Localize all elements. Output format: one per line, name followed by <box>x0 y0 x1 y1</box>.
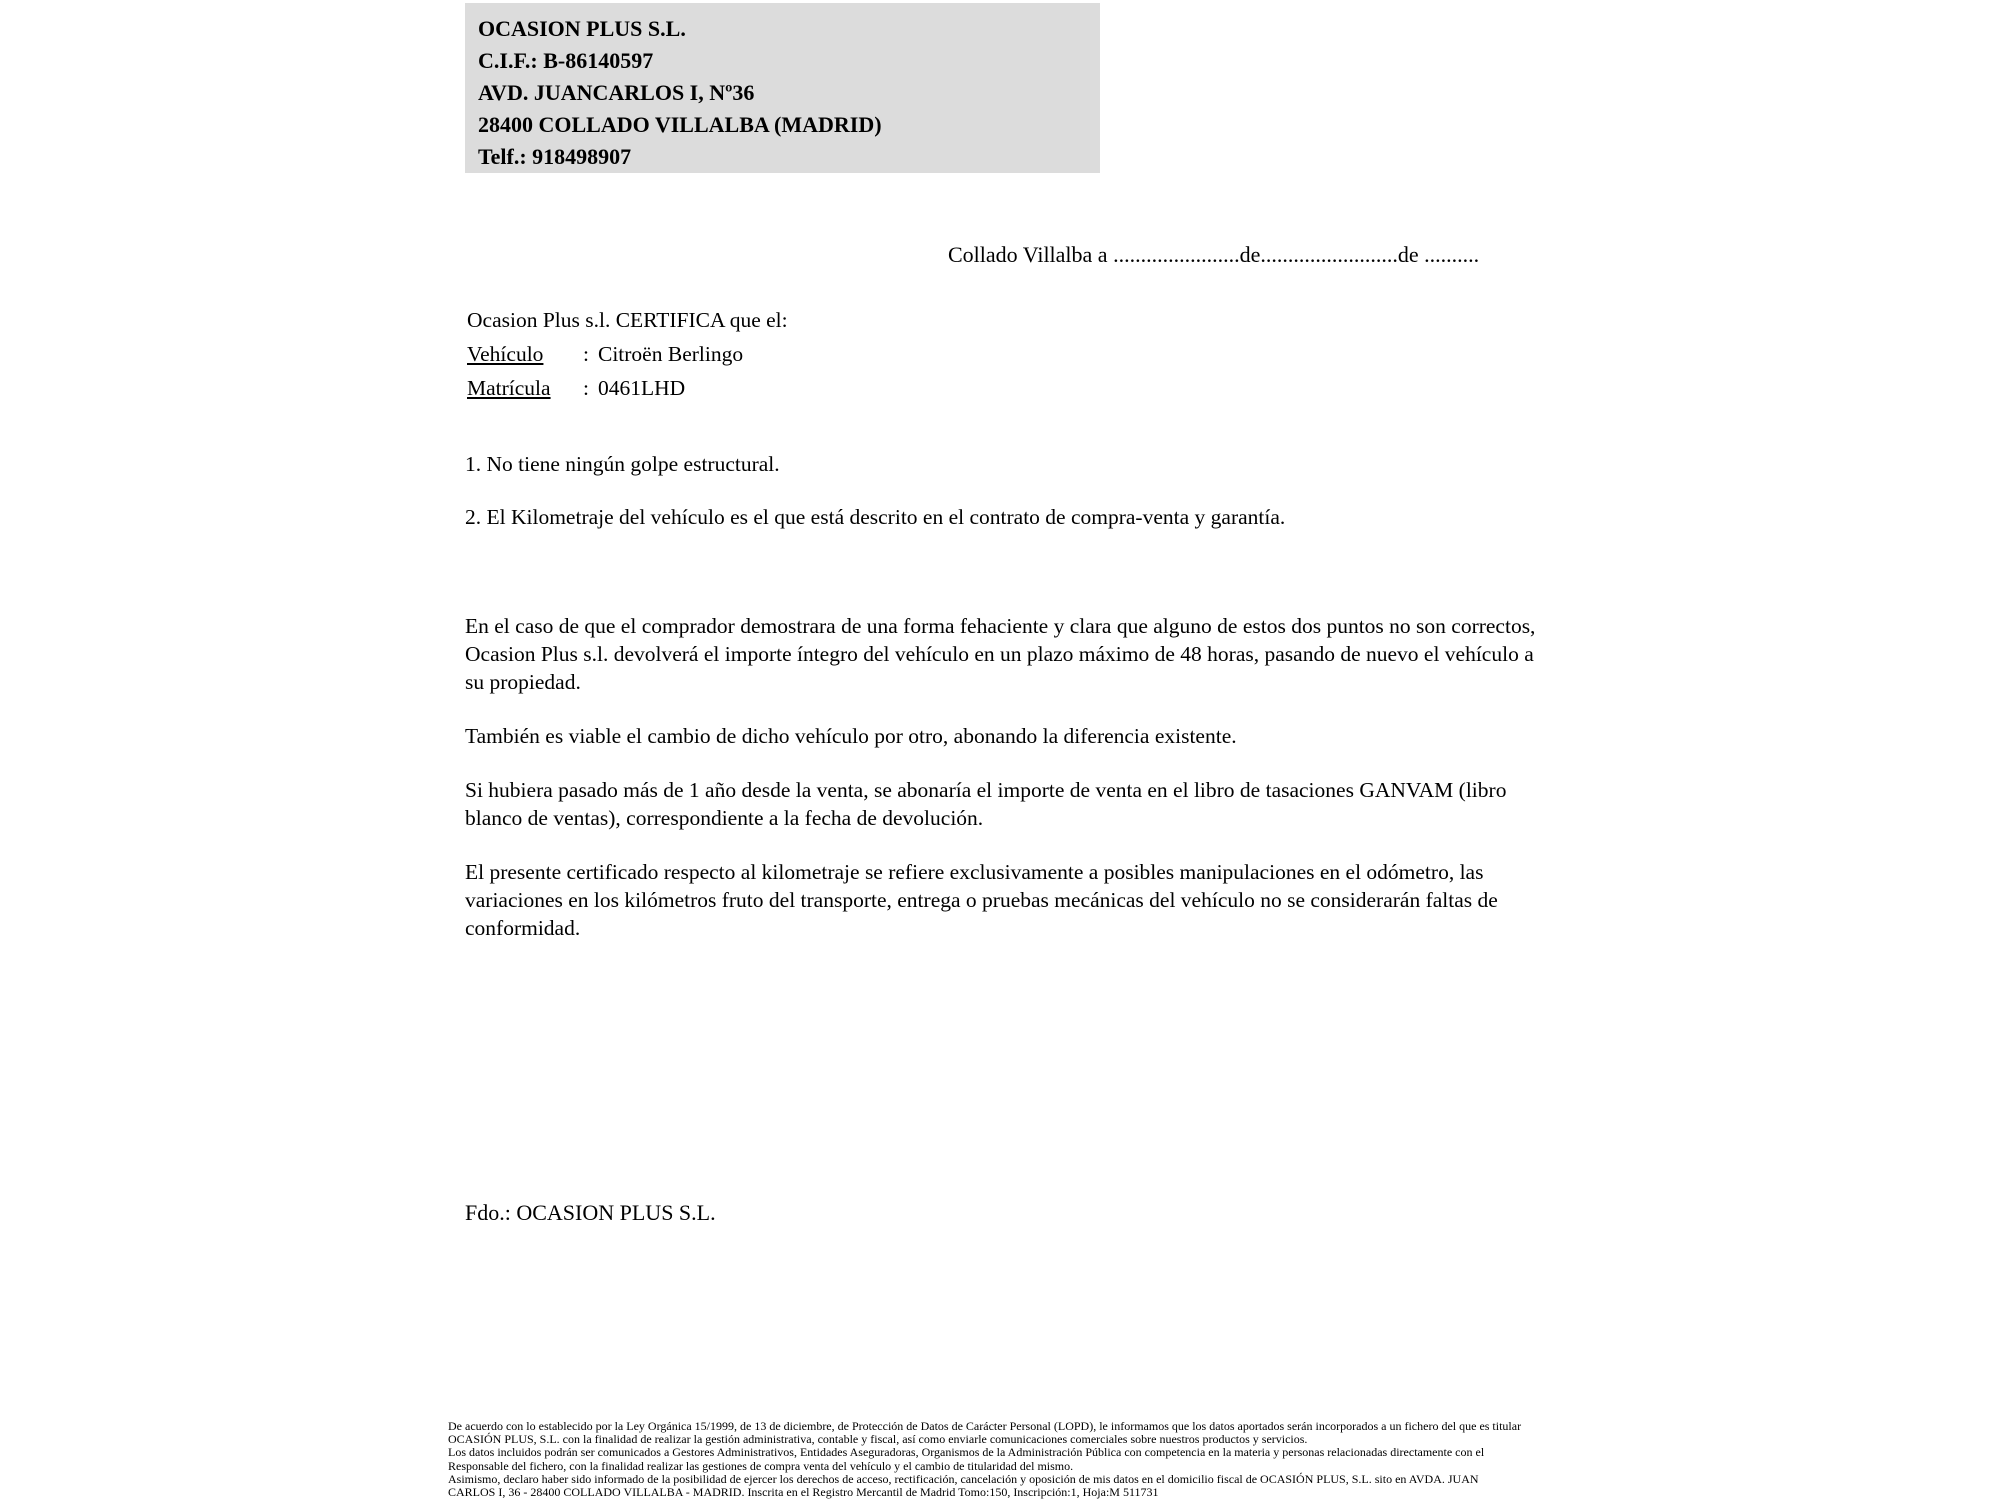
company-address: AVD. JUANCARLOS I, Nº36 <box>478 80 755 105</box>
paragraph-ganvam-valuation: Si hubiera pasado más de 1 año desde la venta, se abonaría el importe de venta en el libro de tasaciones GANVAM (libro blanco de ventas), correspondiente a la fecha de devolución. <box>465 778 1507 830</box>
vehicle-separator: : <box>583 342 589 366</box>
legal-footer-line: OCASIÓN PLUS, S.L. con la finalidad de realizar la gestión administrativa, contable y fiscal, así como enviarle comunicaciones comerciales sobre nuestros productos y servicios. <box>448 1432 1308 1447</box>
legal-footer-line: De acuerdo con lo establecido por la Ley Orgánica 15/1999, de 13 de diciembre, de Protección de Datos de Carácter Personal (LOPD), le informamos que los datos aportados serán incorporados a un fichero del que es titular <box>448 1419 1522 1433</box>
vehicle-label-wrap <box>467 337 583 371</box>
legal-footer-line: Los datos incluidos podrán ser comunicados a Gestores Administrativos, Entidades Aseguradoras, Organismos de la Administración Pública con competencia en la materia y personas relacionadas directamente con el <box>448 1445 1485 1460</box>
certificate-intro: Ocasion Plus s.l. CERTIFICA que el: <box>467 308 788 332</box>
company-city: 28400 COLLADO VILLALBA (MADRID) <box>478 112 882 137</box>
legal-footer <box>448 1420 1558 1499</box>
company-phone: Telf.: 918498907 <box>478 144 632 169</box>
legal-footer-line: Asimismo, declaro haber sido informado de la posibilidad de ejercer los derechos de acceso, rectificación, cancelación y oposición de mis datos en el domicilio fiscal de OCASIÓN PLUS, S.L. sito en AVDA. JUAN <box>448 1471 1479 1486</box>
signature-line: Fdo.: OCASION PLUS S.L. <box>465 1200 716 1225</box>
certificate-block <box>467 303 788 405</box>
plate-value: 0461LHD <box>597 376 686 400</box>
paragraph-refund-policy: En el caso de que el comprador demostrara de una forma fehaciente y clara que alguno de estos dos puntos no son correctos, Ocasion Plus s.l. devolverá el importe íntegro del vehículo en un plazo máximo de 48 horas, pasando de nuevo el vehículo a su propiedad. <box>465 614 1536 694</box>
company-name: OCASION PLUS S.L. <box>478 16 686 41</box>
paragraph-odometer-disclaimer: El presente certificado respecto al kilometraje se refiere exclusivamente a posibles manipulaciones en el odómetro, las variaciones en los kilómetros fruto del transporte, entrega o pruebas mecánicas del vehículo no se considerarán faltas de conformidad. <box>465 860 1498 940</box>
vehicle-label: Vehículo <box>467 342 544 366</box>
plate-separator: : <box>583 376 589 400</box>
certified-point-1: 1. No tiene ningún golpe estructural. <box>465 452 780 476</box>
paragraph-exchange-option: También es viable el cambio de dicho vehículo por otro, abonando la diferencia existente. <box>465 724 1237 748</box>
plate-label: Matrícula <box>467 376 551 400</box>
body-paragraphs <box>465 612 1543 968</box>
certified-point-2: 2. El Kilometraje del vehículo es el que está descrito en el contrato de compra-venta y garantía. <box>465 505 1286 529</box>
vehicle-field-row <box>467 337 788 371</box>
company-cif: C.I.F.: B-86140597 <box>478 48 654 73</box>
date-fill-in-line: Collado Villalba a .......................de.........................de .......... <box>948 242 1480 267</box>
legal-footer-line: Responsable del fichero, con la finalidad realizar las gestiones de compra venta del vehículo y el cambio de titularidad del mismo. <box>448 1458 1074 1473</box>
vehicle-value: Citroën Berlingo <box>597 342 744 366</box>
plate-label-wrap <box>467 371 583 405</box>
legal-footer-line: CARLOS I, 36 - 28400 COLLADO VILLALBA - MADRID. Inscrita en el Registro Mercantil de Madrid Tomo:150, Inscripción:1, Hoja:M 511731 <box>448 1485 1159 1500</box>
plate-field-row <box>467 371 788 405</box>
company-header-box <box>465 3 1100 173</box>
